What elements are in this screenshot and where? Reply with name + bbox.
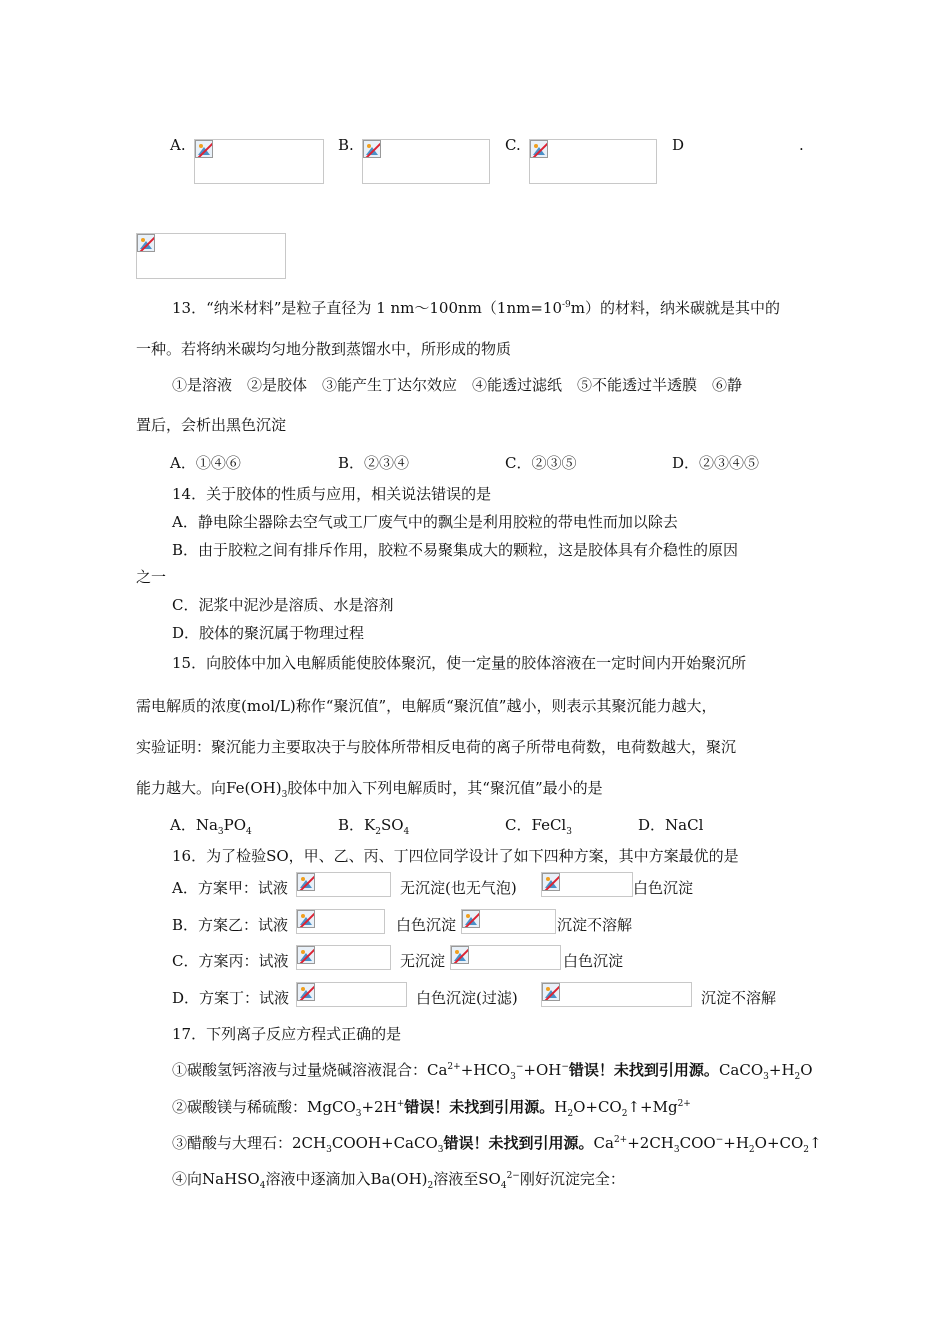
q16-d-label: D．方案丁：试液 [172, 989, 290, 1007]
q14-option-a: A．静电除尘器除去空气或工厂废气中的飘尘是利用胶粒的带电性而加以除去 [172, 513, 678, 531]
q12-option-d-image [136, 233, 286, 279]
q15-line2: 需电解质的浓度(mol/L)称作“聚沉值”，电解质“聚沉值”越小，则表示其聚沉能力越大， [136, 697, 717, 715]
q12-option-b-image [362, 139, 490, 184]
q16-d-reagent-image-1 [296, 982, 407, 1007]
q12-option-d-dot: . [799, 136, 804, 154]
q12-option-b-label: B. [338, 136, 354, 154]
q15-option-d: D．NaCl [638, 816, 704, 834]
q14-option-b: B．由于胶粒之间有排斥作用，胶粒不易聚集成大的颗粒，这是胶体具有介稳性的原因 [172, 541, 739, 559]
broken-image-icon [297, 946, 315, 964]
reference-error-text: 错误！未找到引用源。 [568, 1061, 719, 1079]
broken-image-icon [137, 234, 155, 252]
q16-c-end: 白色沉淀 [563, 952, 624, 970]
q16-stem: 16．为了检验SO，甲、乙、丙、丁四位同学设计了如下四种方案，其中方案最优的是 [172, 847, 739, 865]
q16-d-end: 沉淀不溶解 [701, 989, 777, 1007]
q14-option-b-cont: 之一 [136, 568, 167, 586]
reference-error-text: 错误！未找到引用源。 [404, 1098, 555, 1116]
broken-image-icon [530, 140, 548, 158]
q14-stem: 14．关于胶体的性质与应用，相关说法错误的是 [172, 485, 492, 503]
q16-c-label: C．方案丙：试液 [172, 952, 289, 970]
q15-option-c: C．FeCl$_3$ [505, 816, 572, 837]
q12-option-a-label: A. [170, 136, 186, 154]
broken-image-icon [297, 910, 315, 928]
q16-a-reagent-image-1 [296, 872, 391, 897]
q16-b-reagent-image-2 [461, 909, 556, 934]
q14-option-c: C．泥浆中泥沙是溶质、水是溶剂 [172, 596, 394, 614]
q15-line3: 实验证明：聚沉能力主要取决于与胶体所带相反电荷的离子所带电荷数，电荷数越大，聚沉 [136, 738, 737, 756]
broken-image-icon [542, 983, 560, 1001]
q17-reaction-4: ④向NaHSO$_4$溶液中逐滴加入$Ba(OH)_2$溶液至$SO_4^{2-}$刚好沉淀完全： [172, 1170, 625, 1191]
broken-image-icon [297, 983, 315, 1001]
q16-a-middle: 无沉淀(也无气泡) [400, 879, 517, 897]
q13-line4: 置后，会析出黑色沉淀 [136, 416, 287, 434]
q16-b-reagent-image-1 [296, 909, 385, 934]
q15-option-a: A．$Na_3PO_4$ [170, 816, 252, 837]
q13-line3: ①是溶液 ②是胶体 ③能产生丁达尔效应 ④能透过滤纸 ⑤不能透过半透膜 ⑥静 [172, 376, 743, 394]
q16-b-end: 沉淀不溶解 [557, 916, 633, 934]
q17-reaction-3: ③醋酸与大理石：$2CH_3COOH+CaCO_3$错误！未找到引用源。$Ca^{2+}+2CH_3COO^-+H_2O+CO_2↑$ [172, 1134, 822, 1155]
q15-line4: 能力越大。向$Fe(OH)_3$胶体中加入下列电解质时，其“聚沉值”最小的是 [136, 779, 603, 800]
q14-option-d: D．胶体的聚沉属于物理过程 [172, 624, 365, 642]
q13-option-d: D．②③④⑤ [672, 454, 760, 472]
q13-line2: 一种。若将纳米碳均匀地分散到蒸馏水中，所形成的物质 [136, 340, 512, 358]
q17-stem: 17．下列离子反应方程式正确的是 [172, 1025, 402, 1043]
q15-option-b: B．$K_2SO_4$ [338, 816, 410, 837]
broken-image-icon [297, 873, 315, 891]
broken-image-icon [363, 140, 381, 158]
q13-option-c: C．②③⑤ [505, 454, 577, 472]
q13-option-b: B．②③④ [338, 454, 410, 472]
q13-option-a: A．①④⑥ [170, 454, 241, 472]
q16-c-reagent-image-2 [450, 945, 561, 970]
q17-reaction-1: ①碳酸氢钙溶液与过量烧碱溶液混合：$Ca^{2+}+HCO_3^-+OH^-$错误！未找到引用源。$CaCO_3+H_2O$ [172, 1061, 813, 1082]
q13-line1: 13．“纳米材料”是粒子直径为 1 $nm\sim 100nm(1nm=10^{-9}m)$的材料，纳米碳就是其中的 [172, 299, 781, 317]
q16-c-middle: 无沉淀 [400, 952, 446, 970]
q16-a-end: 白色沉淀 [633, 879, 694, 897]
q16-c-reagent-image-1 [296, 945, 391, 970]
q16-d-middle: 白色沉淀(过滤) [416, 989, 518, 1007]
broken-image-icon [542, 873, 560, 891]
q16-d-reagent-image-2 [541, 982, 692, 1007]
q12-option-a-image [194, 139, 324, 184]
q17-reaction-2: ②碳酸镁与稀硫酸：MgCO$_3$+2H+错误！未找到引用源。$H_2O+CO_2↑+Mg^{2+}$ [172, 1098, 691, 1119]
q12-option-d-label: D [672, 136, 685, 154]
q16-b-middle: 白色沉淀 [396, 916, 457, 934]
reference-error-text: 错误！未找到引用源。 [443, 1134, 594, 1152]
broken-image-icon [451, 946, 469, 964]
q16-a-label: A．方案甲：试液 [172, 879, 288, 897]
q12-option-c-label: C. [505, 136, 521, 154]
q16-b-label: B．方案乙：试液 [172, 916, 289, 934]
broken-image-icon [195, 140, 213, 158]
q15-line1: 15．向胶体中加入电解质能使胶体聚沉，使一定量的胶体溶液在一定时间内开始聚沉所 [172, 654, 747, 672]
q16-a-reagent-image-2 [541, 872, 633, 897]
q12-option-c-image [529, 139, 657, 184]
broken-image-icon [462, 910, 480, 928]
